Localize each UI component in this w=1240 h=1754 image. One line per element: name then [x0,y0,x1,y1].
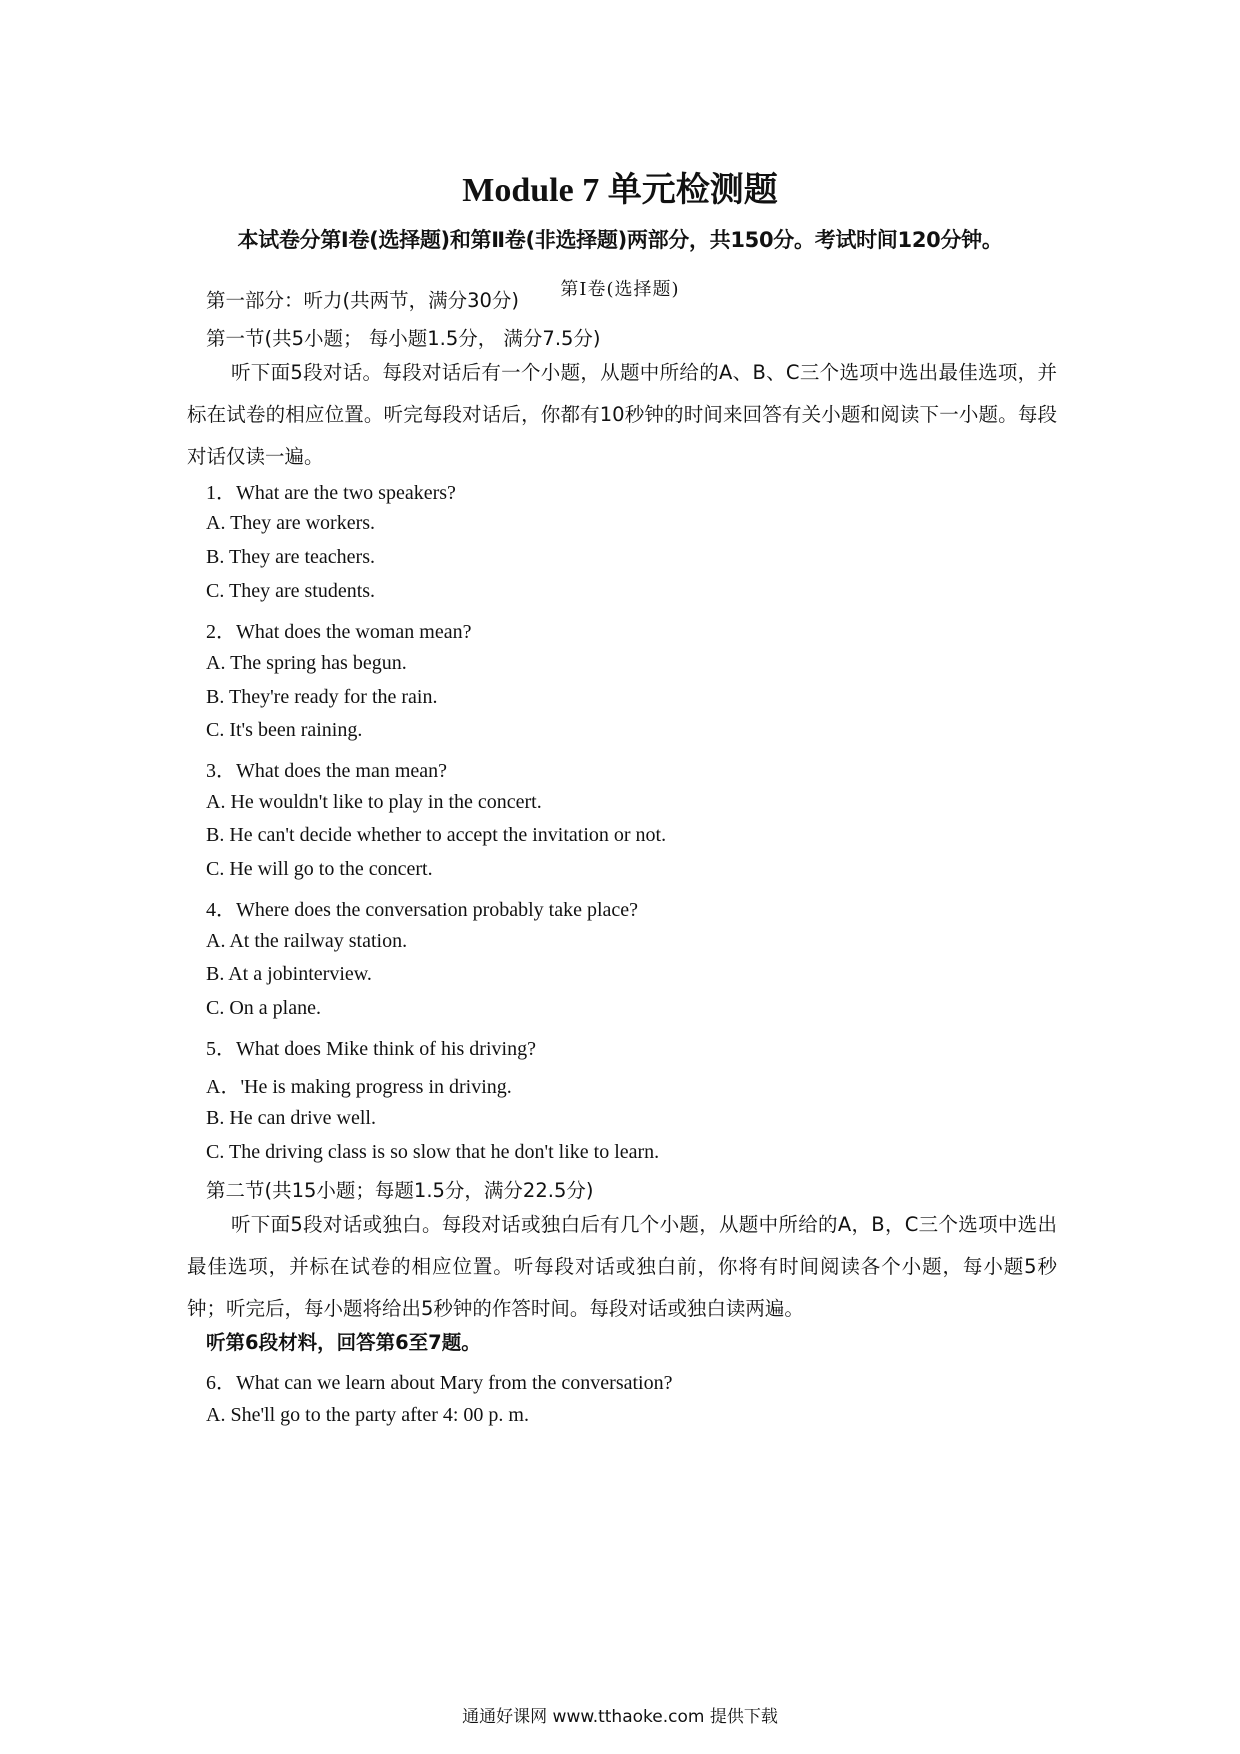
exam-subtitle: 本试卷分第Ⅰ卷(选择题)和第Ⅱ卷(非选择题)两部分，共150分。考试时间120分钟。 [237,228,1003,252]
question-3-stem: 3．What does the man mean? [206,760,448,782]
page-footer: 通通好课网 www.tthaoke.com 提供下载 [462,1707,778,1727]
question-5-option-b: B. He can drive well. [206,1107,376,1129]
section2-instructions: 听下面5段对话或独白。每段对话或独白后有几个小题，从题中所给的A，B，C三个选项中选出最佳选项，并标在试卷的相应位置。听每段对话或独白前，你将有时间阅读各个小题，每小题5秒钟；听完后，每小题将给出5秒钟的作答时间。每段对话或独白读两遍。 [187,1213,1057,1320]
question-4-option-a: A. At the railway station. [206,930,408,952]
question-5-option-c: C. The driving class is so slow that he don't like to learn. [206,1141,660,1163]
part1-heading: 第一部分：听力(共两节，满分30分) [206,289,520,312]
question-6-option-a: A. She'll go to the party after 4: 00 p. m. [206,1404,529,1426]
material-6-heading: 听第6段材料，回答第6至7题。 [206,1331,481,1354]
question-3-option-c: C. He will go to the concert. [206,858,433,880]
section2-heading: 第二节(共15小题；每题1.5分，满分22.5分) [206,1179,594,1202]
question-4-stem: 4．Where does the conversation probably take place? [206,899,639,921]
question-2-option-c: C. It's been raining. [206,719,363,741]
question-4-option-c: C. On a plane. [206,997,321,1019]
question-1-option-b: B. They are teachers. [206,546,375,568]
section1-instructions: 听下面5段对话。每段对话后有一个小题，从题中所给的A、B、C三个选项中选出最佳选项，并标在试卷的相应位置。听完每段对话后，你都有10秒钟的时间来回答有关小题和阅读下一小题。每段对话仅读一遍。 [187,361,1057,468]
question-3-option-b: B. He can't decide whether to accept the invitation or not. [206,824,667,846]
question-2-stem: 2．What does the woman mean? [206,621,472,643]
question-4-option-b: B. At a jobinterview. [206,963,372,985]
question-3-option-a: A. He wouldn't like to play in the concert. [206,791,542,813]
question-6-stem: 6．What can we learn about Mary from the conversation? [206,1372,673,1394]
page-title: Module 7 单元检测题 [462,172,778,209]
question-2-option-b: B. They're ready for the rain. [206,686,438,708]
question-2-option-a: A. The spring has begun. [206,652,407,674]
question-1-option-c: C. They are students. [206,580,376,602]
question-1-option-a: A. They are workers. [206,512,376,534]
question-1-stem: 1．What are the two speakers? [206,482,456,504]
volume-heading: 第Ⅰ卷(选择题) [560,279,680,300]
question-5-option-a: A．'He is making progress in driving. [206,1076,512,1098]
section1-heading: 第一节(共5小题； 每小题1.5分， 满分7.5分) [206,327,601,350]
question-5-stem: 5．What does Mike think of his driving? [206,1038,536,1060]
